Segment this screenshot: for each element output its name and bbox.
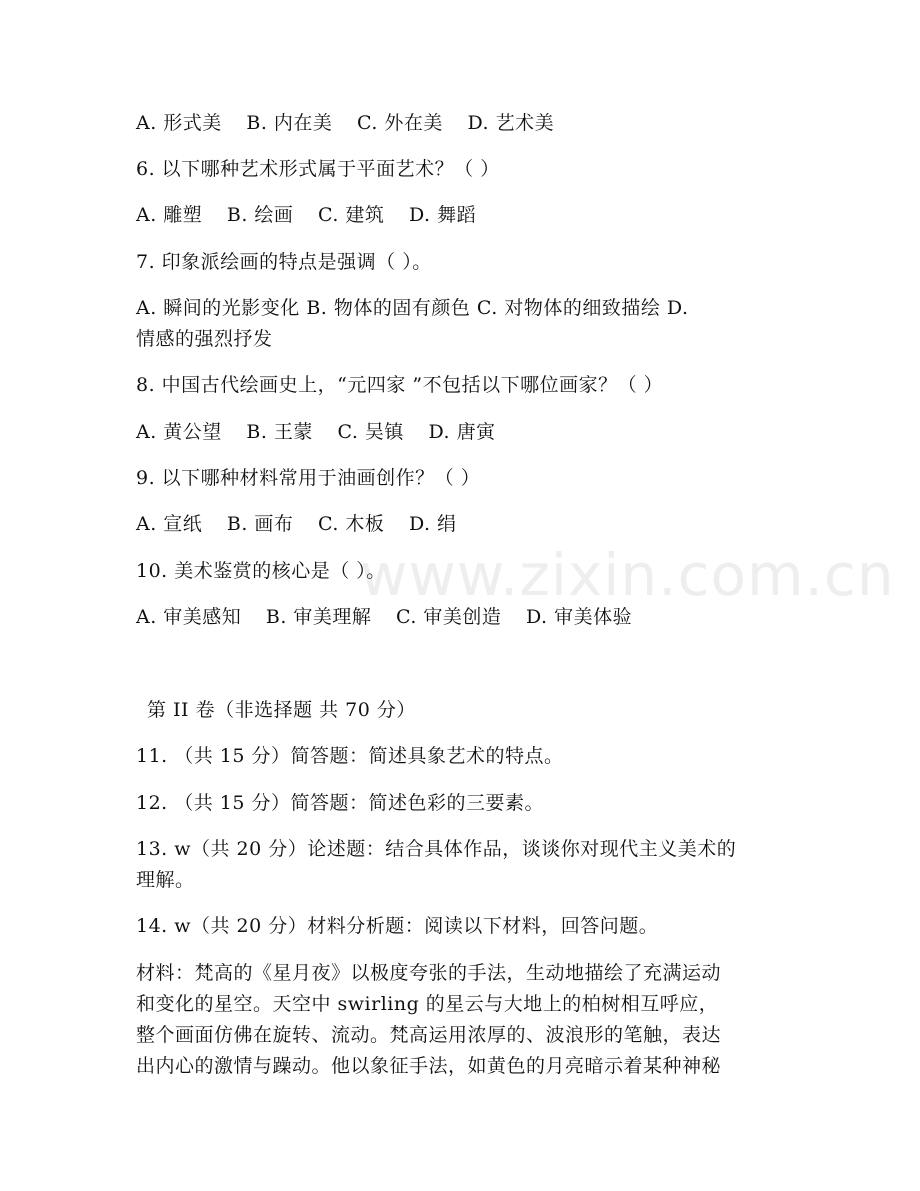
material-line-4: 出内心的激情与躁动。他以象征手法，如黄色的月亮暗示着某种神秘 [136, 1055, 722, 1077]
q9-question: 9. 以下哪种材料常用于油画创作？（ ） [136, 467, 481, 489]
material-line-3: 整个画面仿佛在旋转、流动。梵高运用浓厚的、波浪形的笔触，表达 [136, 1024, 722, 1046]
q8-options [136, 417, 786, 447]
q14-question: 14. w（共 20 分）材料分析题：阅读以下材料，回答问题。 [136, 915, 659, 937]
q5-options [136, 108, 786, 138]
q12-question: 12. （共 15 分）简答题：简述色彩的三要素。 [136, 792, 545, 814]
material-line-2: 和变化的星空。天空中 swirling 的星云与大地上的柏树相互呼应， [136, 993, 719, 1015]
q7-options-line2: 情感的强烈抒发 [136, 328, 273, 350]
q6-option-c: C. 建筑 [317, 204, 385, 226]
q8-option-d: D. 唐寅 [428, 421, 496, 443]
q10-option-d: D. 审美体验 [525, 606, 633, 628]
q8-option-b: B. 王蒙 [246, 421, 313, 443]
q5-option-d: D. 艺术美 [467, 112, 555, 134]
q10-option-a: A. 审美感知 [136, 606, 242, 628]
q6-option-b: B. 绘画 [226, 204, 294, 226]
q9-option-d: D. 绢 [408, 513, 457, 535]
q5-option-b: B. 内在美 [246, 112, 333, 134]
q5-option-a: A. 形式美 [136, 112, 222, 134]
q6-option-d: D. 舞蹈 [408, 204, 477, 226]
material-line-1: 材料：梵高的《星月夜》以极度夸张的手法，生动地描绘了充满运动 [136, 962, 722, 984]
q7-options-line1: A. 瞬间的光影变化 B. 物体的固有颜色 C. 对物体的细致描绘 D. [136, 297, 689, 319]
section2-title: 第 II 卷（非选择题 共 70 分） [147, 699, 416, 721]
q8-option-a: A. 黄公望 [136, 421, 222, 443]
q9-options [136, 509, 786, 539]
q9-option-c: C. 木板 [317, 513, 385, 535]
q10-question: 10. 美术鉴赏的核心是（ ）。 [136, 560, 386, 582]
q13-question-line1: 13. w（共 20 分）论述题：结合具体作品，谈谈你对现代主义美术的 [136, 838, 737, 860]
q6-options [136, 200, 786, 230]
q5-option-c: C. 外在美 [356, 112, 443, 134]
q7-question: 7. 印象派绘画的特点是强调（ ）。 [136, 251, 432, 273]
q13-question-line2: 理解。 [136, 869, 195, 891]
q10-option-c: C. 审美创造 [395, 606, 502, 628]
watermark: www.zixin.com.cn [360, 541, 895, 609]
q6-question: 6. 以下哪种艺术形式属于平面艺术？（ ） [136, 158, 500, 180]
q9-option-a: A. 宣纸 [136, 513, 203, 535]
q10-option-b: B. 审美理解 [265, 606, 372, 628]
q10-options [136, 602, 786, 632]
q8-question: 8. 中国古代绘画史上，“元四家 ”不包括以下哪位画家？（ ） [136, 374, 664, 396]
q8-option-c: C. 吴镇 [337, 421, 404, 443]
q11-question: 11. （共 15 分）简答题：简述具象艺术的特点。 [136, 745, 564, 767]
q6-option-a: A. 雕塑 [136, 204, 203, 226]
q9-option-b: B. 画布 [226, 513, 294, 535]
